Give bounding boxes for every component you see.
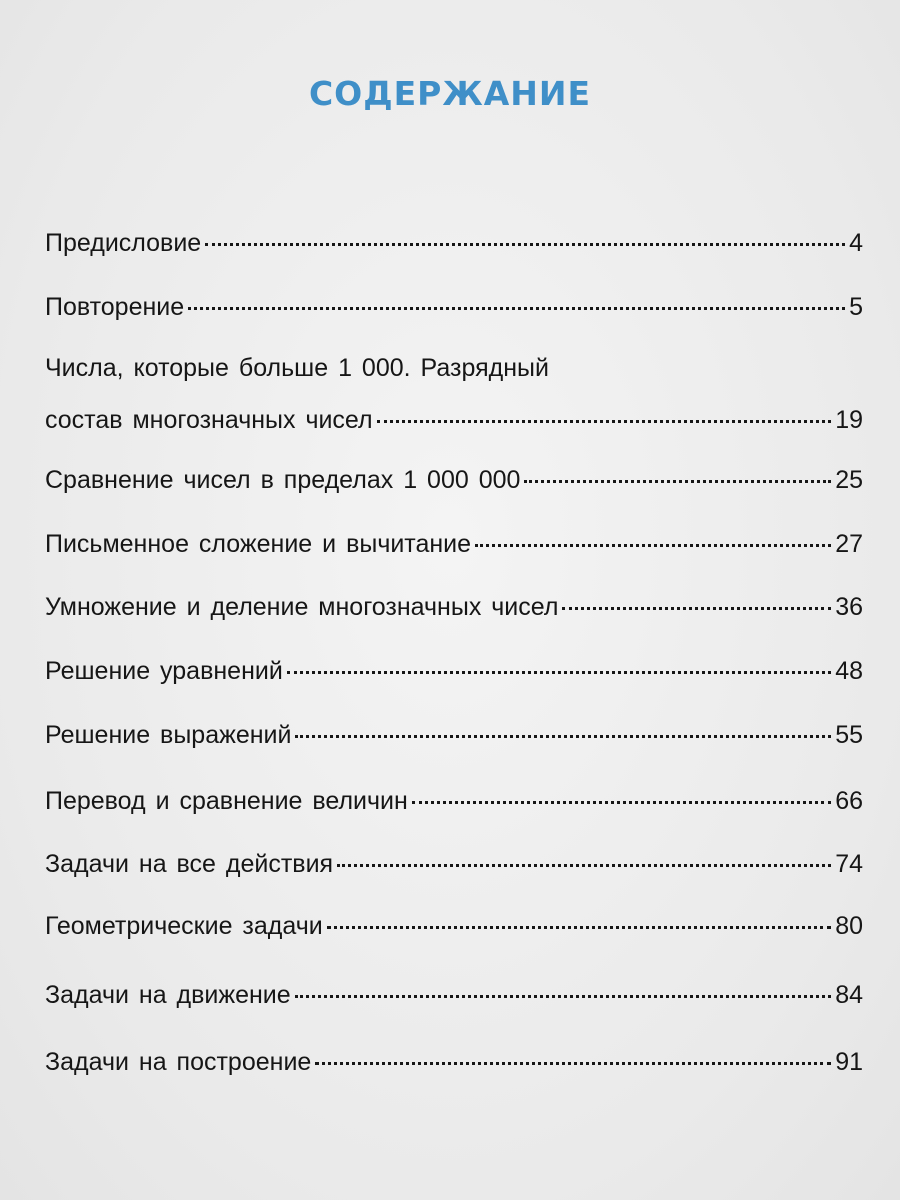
dot-leader — [524, 480, 831, 483]
toc-page-number: 36 — [835, 593, 863, 621]
toc-entry-label: Письменное сложение и вычитание — [45, 530, 472, 558]
dot-leader — [287, 671, 831, 674]
toc-entry-label: Решение выражений — [45, 721, 292, 749]
dot-leader — [295, 995, 832, 998]
toc-entry-label: Геометрические задачи — [45, 912, 323, 940]
dot-leader — [562, 607, 831, 610]
dot-leader — [315, 1062, 831, 1065]
toc-page-number: 5 — [849, 293, 863, 321]
dot-leader — [377, 420, 832, 423]
toc-entry-label: Решение уравнений — [45, 657, 283, 685]
toc-entry-label: Задачи на построение — [45, 1048, 312, 1076]
dot-leader — [205, 243, 845, 246]
toc-entry-numbers-over-1000 — [45, 353, 863, 435]
toc-page-number: 55 — [835, 721, 863, 749]
toc-page-number: 84 — [835, 981, 863, 1009]
toc-entry-construction — [45, 1047, 863, 1077]
toc-page-number: 91 — [835, 1048, 863, 1076]
toc-entry-label: Предисловие — [45, 229, 202, 257]
toc-entry-label: состав многозначных чисел — [45, 406, 373, 434]
dot-leader — [337, 864, 831, 867]
toc-page-number: 25 — [835, 466, 863, 494]
dot-leader — [295, 735, 831, 738]
toc-entry-quantities — [45, 786, 863, 816]
toc-page-number: 74 — [835, 850, 863, 878]
dot-leader — [412, 801, 831, 804]
page-title: СОДЕРЖАНИЕ — [308, 74, 592, 113]
toc-entry-review — [45, 292, 863, 322]
dot-leader — [327, 926, 831, 929]
toc-page-number: 27 — [835, 530, 863, 558]
toc-entry-label: Задачи на все действия — [45, 850, 334, 878]
toc-entry-label: Умножение и деление многозначных чисел — [45, 593, 559, 621]
toc-entry-equations — [45, 656, 863, 686]
toc-page-number: 80 — [835, 912, 863, 940]
dot-leader — [475, 544, 831, 547]
toc-entry-comparison — [45, 465, 863, 495]
dot-leader — [188, 307, 845, 310]
toc-page-number: 48 — [835, 657, 863, 685]
toc-entry-motion — [45, 980, 863, 1010]
toc-page-number: 4 — [849, 229, 863, 257]
toc-entry-label: Перевод и сравнение величин — [45, 787, 408, 815]
toc-entry-label: Повторение — [45, 293, 185, 321]
toc-entry-label: Задачи на движение — [45, 981, 291, 1009]
toc-entry-multiplication — [45, 592, 863, 622]
toc-entry-expressions — [45, 720, 863, 750]
toc-entry-label: Сравнение чисел в пределах 1 000 000 — [45, 466, 521, 494]
toc-page-number: 19 — [835, 406, 863, 434]
toc-entry-label-line1: Числа, которые больше 1 000. Разрядный — [45, 354, 549, 382]
toc-page-number: 66 — [835, 787, 863, 815]
toc-entry-all-operations — [45, 849, 863, 879]
toc-entry-geometry — [45, 911, 863, 941]
toc-entry-written-addition — [45, 529, 863, 559]
toc-entry-preface — [45, 228, 863, 258]
